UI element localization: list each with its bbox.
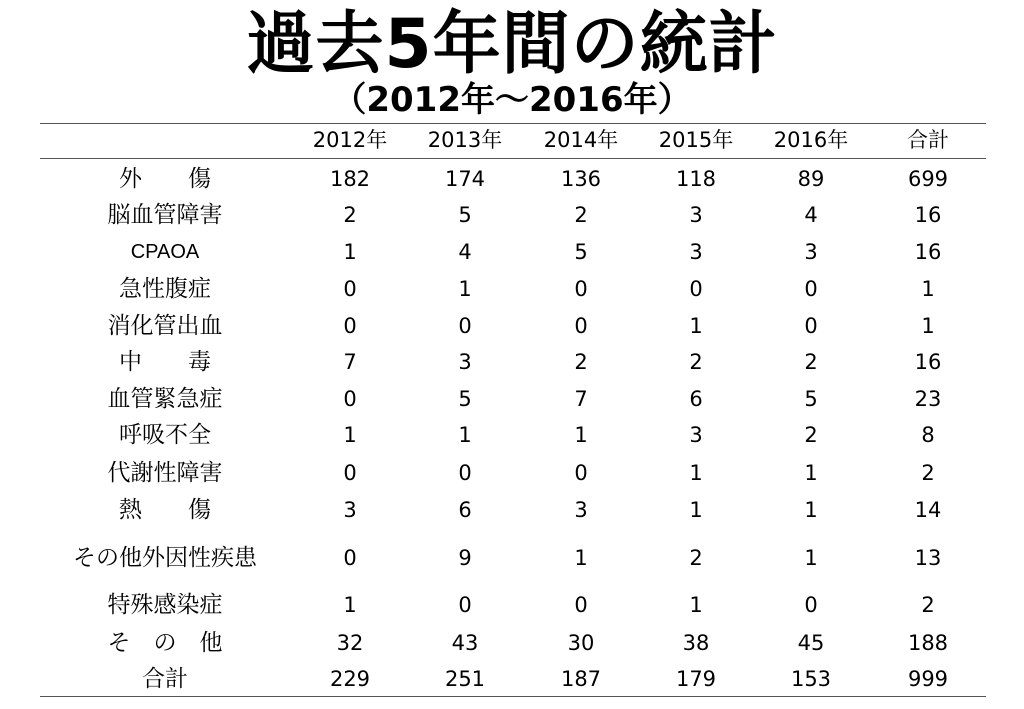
table-cell: 0 — [343, 314, 357, 338]
table-cell: 136 — [560, 167, 602, 191]
table-cell: 3 — [689, 203, 703, 227]
row-label: CPAOA — [130, 241, 200, 263]
table-cell: 9 — [458, 546, 472, 570]
page-title: 過去5年間の統計 — [246, 5, 778, 84]
table-cell: 1 — [804, 498, 818, 522]
table-cell: 6 — [689, 387, 703, 411]
table-cell: 0 — [458, 593, 472, 617]
row-label: 代謝性障害 — [107, 460, 223, 486]
table-cell: 13 — [914, 546, 942, 570]
table-cell: 16 — [914, 203, 942, 227]
table-cell: 0 — [574, 461, 588, 485]
row-label: 中 毒 — [119, 349, 211, 375]
table-cell: 0 — [804, 277, 818, 301]
table-cell: 2 — [689, 350, 703, 374]
table-cell: 45 — [797, 631, 825, 655]
table-cell: 7 — [343, 350, 357, 374]
column-header: 2016年 — [773, 128, 849, 152]
row-label: 急性腹症 — [119, 276, 211, 302]
table-cell: 3 — [574, 498, 588, 522]
table-cell: 188 — [907, 631, 949, 655]
table-cell: 7 — [574, 387, 588, 411]
table-cell: 3 — [689, 423, 703, 447]
table-cell: 0 — [458, 461, 472, 485]
page-subtitle: （2012年～2016年） — [332, 80, 692, 120]
table-cell: 0 — [574, 593, 588, 617]
row-label: その他外因性疾患 — [73, 545, 257, 571]
table-cell: 229 — [329, 667, 371, 691]
column-header: 2012年 — [312, 128, 388, 152]
table-cell: 999 — [907, 667, 949, 691]
table-cell: 1 — [574, 546, 588, 570]
row-label: 消化管出血 — [107, 313, 223, 339]
row-label: 呼吸不全 — [119, 422, 211, 448]
table-cell: 2 — [689, 546, 703, 570]
table-cell: 1 — [689, 593, 703, 617]
table-cell: 0 — [343, 546, 357, 570]
table-cell: 0 — [343, 277, 357, 301]
table-cell: 38 — [682, 631, 710, 655]
table-cell: 1 — [574, 423, 588, 447]
table-cell: 2 — [921, 461, 935, 485]
table-cell: 1 — [343, 593, 357, 617]
table-cell: 2 — [804, 423, 818, 447]
table-cell: 1 — [343, 423, 357, 447]
table-cell: 182 — [329, 167, 371, 191]
table-cell: 30 — [567, 631, 595, 655]
table-cell: 2 — [343, 203, 357, 227]
table-cell: 5 — [574, 240, 588, 264]
table-cell: 3 — [458, 350, 472, 374]
table-cell: 2 — [804, 350, 818, 374]
table-cell: 0 — [689, 277, 703, 301]
table-cell: 8 — [921, 423, 935, 447]
table-header-rule — [40, 158, 986, 159]
table-cell: 3 — [804, 240, 818, 264]
table-cell: 699 — [907, 167, 949, 191]
table-cell: 174 — [444, 167, 486, 191]
column-header: 2013年 — [427, 128, 503, 152]
column-header: 合計 — [907, 128, 949, 152]
table-cell: 4 — [804, 203, 818, 227]
table-cell: 0 — [458, 314, 472, 338]
row-label: 脳血管障害 — [107, 202, 223, 228]
row-label: 血管緊急症 — [107, 386, 223, 412]
table-cell: 16 — [914, 240, 942, 264]
table-cell: 89 — [797, 167, 825, 191]
table-cell: 14 — [914, 498, 942, 522]
row-label: そ の 他 — [107, 630, 223, 656]
table-cell: 3 — [343, 498, 357, 522]
table-cell: 1 — [343, 240, 357, 264]
table-cell: 32 — [336, 631, 364, 655]
table-cell: 1 — [689, 314, 703, 338]
table-cell: 153 — [790, 667, 832, 691]
table-cell: 4 — [458, 240, 472, 264]
table-cell: 251 — [444, 667, 486, 691]
column-header: 2015年 — [658, 128, 734, 152]
row-label: 特殊感染症 — [107, 592, 223, 618]
table-cell: 118 — [675, 167, 717, 191]
table-cell: 5 — [804, 387, 818, 411]
table-cell: 0 — [804, 314, 818, 338]
table-cell: 16 — [914, 350, 942, 374]
table-cell: 179 — [675, 667, 717, 691]
table-cell: 23 — [914, 387, 942, 411]
table-cell: 2 — [574, 203, 588, 227]
table-cell: 1 — [689, 498, 703, 522]
table-cell: 1 — [804, 461, 818, 485]
table-cell: 6 — [458, 498, 472, 522]
table-cell: 1 — [689, 461, 703, 485]
table-cell: 5 — [458, 203, 472, 227]
column-header: 2014年 — [543, 128, 619, 152]
row-label: 合計 — [142, 666, 188, 692]
row-label: 熱 傷 — [119, 497, 211, 523]
table-cell: 2 — [921, 593, 935, 617]
table-cell: 0 — [574, 277, 588, 301]
table-cell: 3 — [689, 240, 703, 264]
table-cell: 1 — [921, 277, 935, 301]
table-cell: 187 — [560, 667, 602, 691]
row-label: 外 傷 — [119, 166, 211, 192]
table-cell: 43 — [451, 631, 479, 655]
table-cell: 0 — [574, 314, 588, 338]
table-cell: 1 — [458, 423, 472, 447]
table-cell: 2 — [574, 350, 588, 374]
table-cell: 0 — [804, 593, 818, 617]
table-cell: 1 — [921, 314, 935, 338]
table-cell: 5 — [458, 387, 472, 411]
table-cell: 0 — [343, 461, 357, 485]
table-cell: 0 — [343, 387, 357, 411]
table-cell: 1 — [804, 546, 818, 570]
table-cell: 1 — [458, 277, 472, 301]
